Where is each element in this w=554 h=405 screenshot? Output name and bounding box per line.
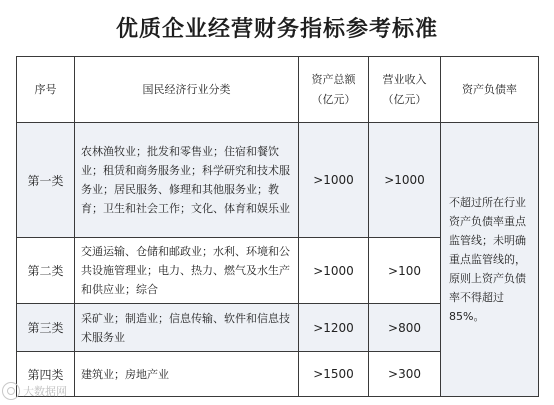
watermark-logo-icon	[2, 382, 20, 400]
row-revenue: >800	[369, 304, 441, 352]
header-ratio: 资产负债率	[441, 57, 539, 123]
row-assets: >1000	[299, 238, 369, 304]
row-index: 第二类	[17, 238, 75, 304]
header-revenue-label: 营业收入	[382, 72, 427, 86]
row-revenue: >1000	[369, 123, 441, 238]
row-industry: 采矿业；制造业；信息传输、软件和信息技术服务业	[75, 304, 299, 352]
header-revenue	[369, 57, 441, 123]
row-industry: 农林渔牧业；批发和零售业；住宿和餐饮业；租赁和商务服务业；科学研究和技术服务业；居民服务、修理和其他服务业；教育；卫生和社会工作；文化、体育和娱乐业	[75, 123, 299, 238]
header-industry: 国民经济行业分类	[75, 57, 299, 123]
row-assets: >1000	[299, 123, 369, 238]
row-industry: 建筑业；房地产业	[75, 352, 299, 397]
watermark	[2, 380, 67, 402]
row-revenue: >300	[369, 352, 441, 397]
row-index: 第三类	[17, 304, 75, 352]
ratio-note: 不超过所在行业资产负债率重点监管线；未明确重点监管线的，原则上资产负债率不得超过85%。	[441, 123, 539, 397]
table-row	[17, 123, 539, 238]
standards-table	[16, 56, 539, 397]
header-revenue-unit: （亿元）	[382, 92, 427, 106]
row-assets: >1500	[299, 352, 369, 397]
header-assets-unit: （亿元）	[311, 92, 356, 106]
page-title: 优质企业经营财务指标参考标准	[115, 17, 438, 42]
row-index: 第一类	[17, 123, 75, 238]
row-industry: 交通运输、仓储和邮政业；水利、环境和公共设施管理业；电力、热力、燃气及水生产和供应业；综合	[75, 238, 299, 304]
table-header-row	[17, 57, 539, 123]
header-assets-label: 资产总额	[311, 72, 356, 86]
row-index: 第四类	[17, 352, 75, 397]
row-assets: >1200	[299, 304, 369, 352]
header-assets	[299, 57, 369, 123]
watermark-text: 大数据网	[23, 385, 67, 398]
row-revenue: >100	[369, 238, 441, 304]
header-index: 序号	[17, 57, 75, 123]
